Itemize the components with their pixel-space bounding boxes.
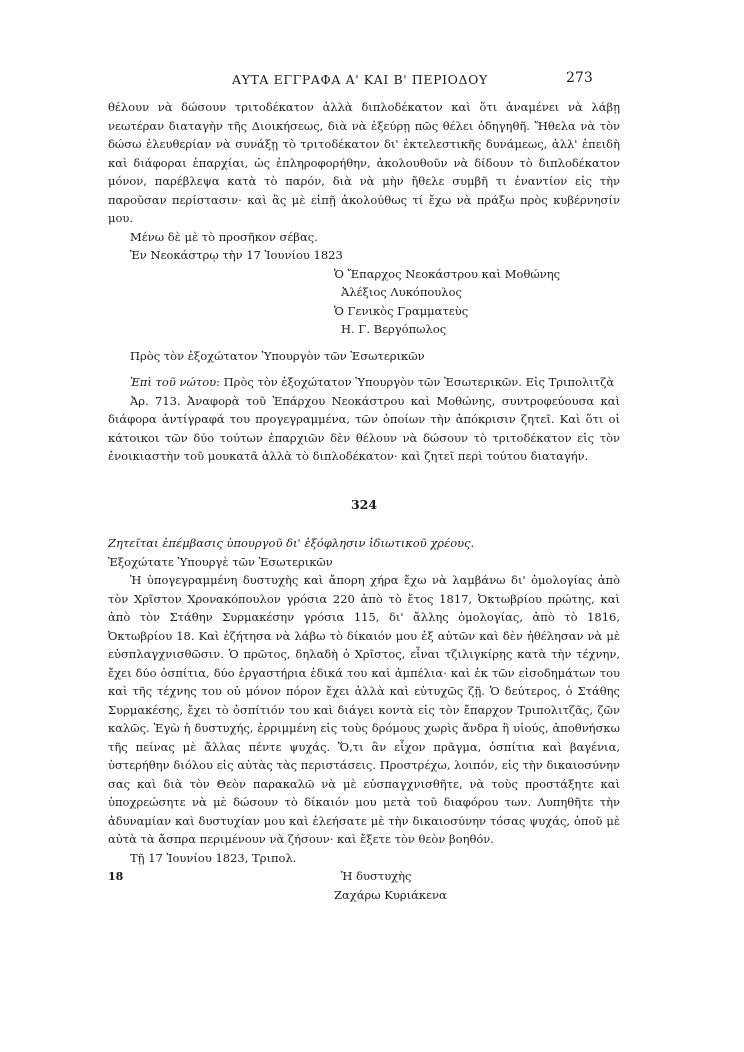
signature-mark: 18	[108, 870, 124, 883]
document-number: 324	[350, 496, 378, 512]
page-number: 273	[566, 70, 593, 86]
doc1-registry: Ἀρ. 713. Ἀναφορὰ τοῦ Ἐπάρχου Νεοκάστρου καὶ Μοθώνης, συντροφεύουσα καὶ διάφορα ἀντίγραφά του προγεγραμμένα, τῶν ὁποίων τὴν ἀπόκρισιν ζητεῖ. Καὶ ὅτι οἱ κάτοικοι τῶν δύο τούτων ἐπαρχιῶν δὲν θέλουν νὰ δώσουν τὸ τριτοδέκατον εἰς τὸν ἐνοικιαστὴν τοῦ μουκατᾶ ἀλλὰ τὸ διπλοδέκατον· καὶ ζητεῖ περὶ τούτου διαταγήν.	[108, 393, 620, 463]
doc1-sig2-title: Ὁ Γενικὸς Γραμματεὺς	[334, 303, 469, 318]
doc1-dorso	[108, 373, 620, 392]
dorso-text: : Πρὸς τὸν ἐξοχώτατον Ὑπουργὸν τῶν Ἐσωτερικῶν. Εἰς Τριπολιτζὰ	[216, 375, 615, 389]
page-body	[108, 98, 620, 904]
doc1-place-date: Ἐν Νεοκάστρῳ τὴν 17 Ἰουνίου 1823	[130, 248, 343, 262]
doc2-salutation: Ἐξοχώτατε Ὑπουργὲ τῶν Ἐσωτερικῶν	[108, 554, 333, 569]
doc2-sig-name: Ζαχάρω Κυριάκενα	[334, 887, 447, 902]
doc1-sig2-name: Η. Γ. Βεργόπωλος	[341, 322, 447, 336]
page-header	[0, 72, 744, 92]
doc1-addressee: Πρὸς τὸν ἐξοχώτατον Ὑπουργὸν τῶν Ἐσωτερικῶν	[130, 348, 425, 363]
doc1-paragraph: θέλουν νὰ δώσουν τριτοδέκατον ἀλλὰ διπλοδέκατον καὶ ὅτι ἀναμένει νὰ λάβῃ νεωτέραν διαταγὴν τῆς Διοικήσεως, διὰ νὰ ἐξεύρῃ πῶς θέλει ὁδηγηθῆ. Ἤθελα νὰ τὸν δώσω ἐλευθερίαν νὰ συνάξῃ τὸ τριτοδέκατον δι' ἐκτελεστικῆς δυνάμεως, ἀλλ' ἐπειδὴ καὶ διάφοραι ἐπαρχίαι, ὡς ἐπληροφορήθην, ἀκολουθοῦν νὰ δίδουν τὸ διπλοδέκατον μόνον, παρέβλεψα κατὰ τὸ παρόν, διὰ νὰ μὴν ἤθελε συμβῆ τι ἐναντίον εἰς τὴν παροῦσαν περίστασιν· καὶ ἂς μὲ εἰπῇ ἀκολούθως τί ἔχω νὰ πράξω πρὸς κυβέρνησίν μου.	[108, 100, 620, 225]
running-title: ΑΥΤΑ ΕΓΓΡΑΦΑ Α' ΚΑΙ Β' ΠΕΡΙΟΔΟΥ	[232, 72, 488, 87]
doc1-closing: Μένω δὲ μὲ τὸ προσῆκον σέβας.	[130, 229, 318, 244]
doc1-sig1-title: Ὁ Ἔπαρχος Νεοκάστρου καὶ Μοθώνης	[334, 266, 561, 281]
doc2-paragraph: Ἡ ὑπογεγραμμένη δυστυχὴς καὶ ἄπορη χήρα ἔχω νὰ λαμβάνω δι' ὁμολογίας ἀπὸ τὸν Χρῖστον Χρονακόπουλον γρόσια 220 ἀπὸ τὸ ἔτος 1817, Ὀκτωβρίου πρώτης, καὶ ἀπὸ τὸν Στάθην Συρμακέσην γρόσια 115, δι' ἄλλης ὁμολογίας, ἀπὸ τὸ 1816, Ὀκτωβρίου 18. Καὶ ἐζήτησα νὰ λάβω τὸ δίκαιόν μου ἐξ αὐτῶν καὶ δὲν ἠθέλησαν νὰ μὲ εὐσπλαγχνισθῶσιν. Ὁ πρῶτος, δηλαδὴ ὁ Χρῖστος, εἶναι τζιλιγκίρης κατὰ τὴν τέχνην, ἔχει δύο ὀσπίτια, δύο ἐργαστήρια ἐδικά του καὶ ἀμπέλια· καὶ ἐκ τῶν εἰσοδημάτων του καὶ τῆς τέχνης του οὐ μόνον πόρον ἔχει ἀλλὰ καὶ εὐτυχῶς ζῇ. Ὁ δεύτερος, ὁ Στάθης Συρμακέσης, ἔχει τὸ ὀσπίτιόν του καὶ διάγει κοντὰ εἰς τὸν ἔπαρχον Τριπολιτζᾶς, ζῶν καλῶς. Ἐγὼ ἡ δυστυχής, ἐρριμμένη εἰς τοὺς δρόμους χωρὶς ἄνδρα ἢ υἱούς, ἀποθνήσκω τῆς πείνας μὲ ἄλλας πέντε ψυχάς. Ὅ,τι ἂν εἶχον πρᾶγμα, ὀσπίτια καὶ βαγένια, ὑστερήθην διόλου εἰς αὐτὰς τὰς περιστάσεις. Προστρέχω, λοιπόν, εἰς τὴν δικαιοσύνην σας καὶ διὰ τὸν Θεὸν παρακαλῶ νὰ μὲ εὐσπαγχνισθῆτε, νὰ τοὺς προστάξητε καὶ ὑποχρεώσητε νὰ μὲ δώσουν τὸ δίκαιόν μου μετὰ τοῦ διαφόρου των. Λυπηθῆτε τὴν ἀδυναμίαν καὶ δυστυχίαν μου καὶ ἐλεήσατε μὲ τὴν δικαιοσύνην τόσας ψυχάς, ὁποῦ μὲ αὐτὰ τὰ ἄσπρα περιμένουν νὰ ζήσουν· καὶ ἔξετε τὸν θεὸν βοηθόν.	[108, 573, 620, 846]
doc1-sig1-name: Ἀλέξιος Λυκόπουλος	[341, 285, 462, 299]
doc2-sig-title: Ἡ δυστυχὴς	[341, 869, 412, 883]
dorso-label: Ἐπὶ τοῦ νώτου	[130, 375, 217, 389]
doc2-summary: Ζητεῖται ἐπέμβασις ὑπουργοῦ δι' ἐξόφλησιν ἰδιωτικοῦ χρέους.	[108, 536, 475, 550]
doc2-date: Τῇ 17 Ἰουνίου 1823, Τριπολ.	[130, 850, 297, 865]
